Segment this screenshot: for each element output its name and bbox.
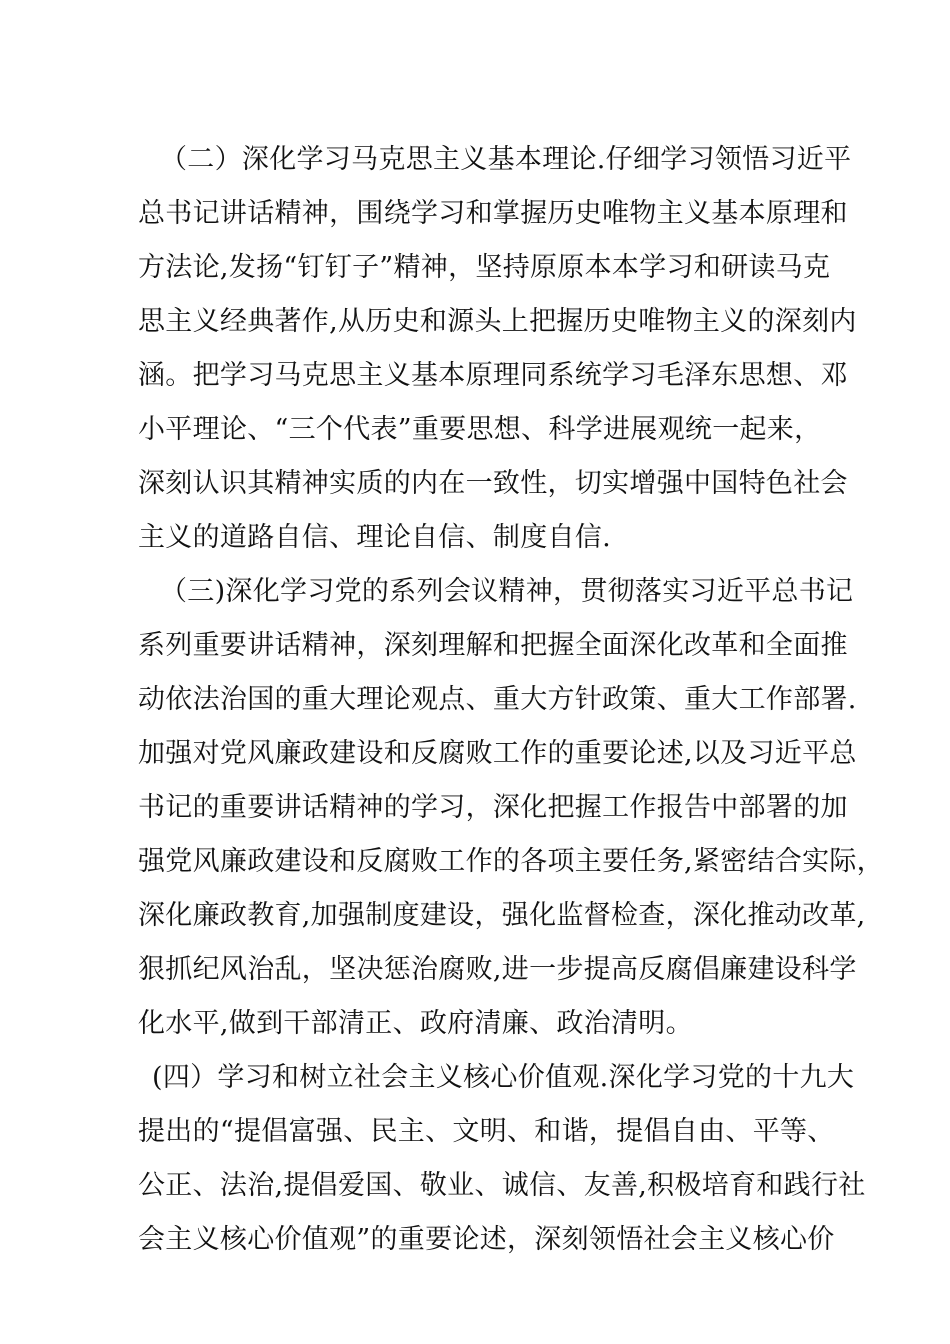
paragraph-2-heading-line: （二）深化学习马克思主义基本理论.仔细学习领悟习近平	[160, 144, 852, 175]
text-line: 会主义核心价值观”的重要论述，深刻领悟社会主义核心价	[138, 1224, 835, 1255]
text-line: 小平理论、“三个代表”重要思想、科学进展观统一起来，	[138, 414, 822, 445]
text-line: 公正、法治,提倡爱国、敬业、诚信、友善,积极培育和践行社	[138, 1170, 866, 1201]
text-line: 强党风廉政建设和反腐败工作的各项主要任务,紧密结合实际，	[138, 846, 884, 877]
text-line: 加强对党风廉政建设和反腐败工作的重要论述,以及习近平总	[138, 738, 857, 769]
text-line: 提出的“提倡富强、民主、文明、和谐，提倡自由、平等、	[138, 1116, 835, 1147]
text-line: 涵。把学习马克思主义基本原理同系统学习毛泽东思想、邓	[138, 360, 848, 391]
paragraph-4-heading-line: (四）学习和树立社会主义核心价值观.深化学习党的十九大	[152, 1062, 855, 1093]
text-line: 系列重要讲话精神，深刻理解和把握全面深化改革和全面推	[138, 630, 848, 661]
text-line: 书记的重要讲话精神的学习，深化把握工作报告中部署的加	[138, 792, 848, 823]
paragraph-3-heading-line: （三)深化学习党的系列会议精神，贯彻落实习近平总书记	[160, 576, 854, 607]
text-line: 总书记讲话精神，围绕学习和掌握历史唯物主义基本原理和	[138, 198, 848, 229]
text-line: 狠抓纪风治乱，坚决惩治腐败,进一步提高反腐倡廉建设科学	[138, 954, 857, 985]
text-line: 深刻认识其精神实质的内在一致性，切实增强中国特色社会	[138, 468, 848, 499]
text-line: 动依法治国的重大理论观点、重大方针政策、重大工作部署.	[138, 684, 857, 715]
text-line: 方法论,发扬“钉钉子”精神，坚持原原本本学习和研读马克	[138, 252, 831, 283]
text-line: 思主义经典著作,从历史和源头上把握历史唯物主义的深刻内	[138, 306, 857, 337]
text-line: 深化廉政教育,加强制度建设，强化监督检查，深化推动改革,	[138, 900, 866, 931]
text-line: 主义的道路自信、理论自信、制度自信.	[138, 522, 611, 553]
text-line: 化水平,做到干部清正、政府清廉、政治清明。	[138, 1008, 693, 1039]
